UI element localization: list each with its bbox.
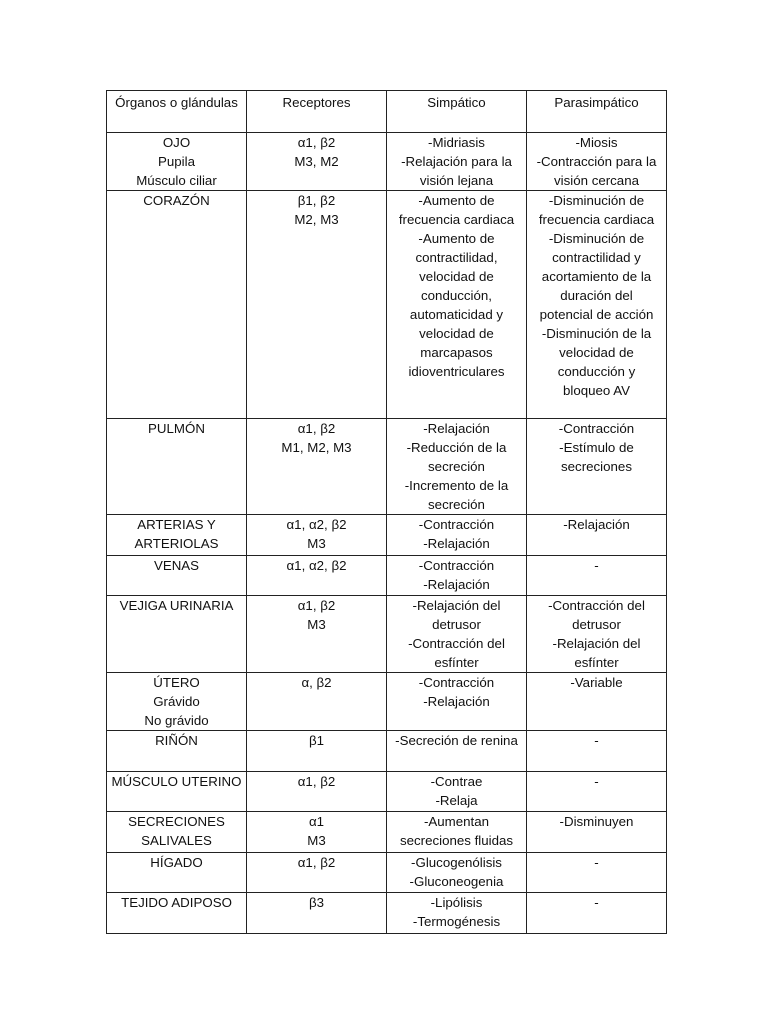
cell-line: -Variable	[570, 675, 623, 690]
parasympathetic-cell	[527, 893, 667, 934]
organ-cell	[107, 772, 247, 812]
cell-line: secreciones fluidas	[399, 833, 514, 848]
cell-line: -Contrae	[430, 774, 483, 789]
cell-line: -	[594, 774, 599, 789]
cell-line: -Contracción del	[408, 636, 505, 651]
receptors-cell	[247, 673, 387, 731]
cell-line: -Contracción	[418, 517, 495, 532]
cell-line: -Miosis	[575, 135, 618, 150]
organ-cell	[107, 133, 247, 191]
cell-line: -	[594, 895, 599, 910]
cell-line: -Relajación	[423, 421, 490, 436]
parasympathetic-cell	[527, 515, 667, 556]
organ-cell	[107, 673, 247, 731]
table-row	[107, 556, 667, 596]
cell-line: -Termogénesis	[412, 914, 501, 929]
cell-line: visión lejana	[419, 173, 494, 188]
cell-line: α1	[308, 814, 325, 829]
receptors-cell	[247, 191, 387, 419]
table-header-row	[107, 91, 667, 133]
organ-cell	[107, 515, 247, 556]
table-row	[107, 853, 667, 893]
organ-cell	[107, 191, 247, 419]
cell-line: -Relajación	[423, 694, 490, 709]
sympathetic-cell	[387, 731, 527, 772]
organ-cell	[107, 812, 247, 853]
cell-line: contractilidad y	[552, 250, 641, 265]
cell-line: RIÑÓN	[155, 733, 198, 748]
cell-line: -Contracción del	[548, 598, 645, 613]
cell-line: potencial de acción	[539, 307, 654, 322]
sympathetic-cell	[387, 191, 527, 419]
cell-line: contractilidad,	[415, 250, 498, 265]
cell-line: TEJIDO ADIPOSO	[121, 895, 232, 910]
cell-line: β1	[308, 733, 325, 748]
sympathetic-cell	[387, 772, 527, 812]
table-row	[107, 191, 667, 419]
cell-line: -	[594, 558, 599, 573]
cell-line: M3	[307, 617, 326, 632]
cell-line: OJO	[162, 135, 191, 150]
receptors-cell	[247, 812, 387, 853]
cell-line: -Relajación	[423, 577, 490, 592]
cell-line: -Contracción	[418, 558, 495, 573]
cell-line: -Relajación	[423, 536, 490, 551]
cell-line: secreción	[428, 459, 485, 474]
cell-line: -Contracción	[558, 421, 635, 436]
sympathetic-cell	[387, 812, 527, 853]
cell-line: VENAS	[153, 558, 200, 573]
cell-line: PULMÓN	[148, 421, 205, 436]
organ-cell	[107, 853, 247, 893]
cell-line: SALIVALES	[141, 833, 212, 848]
cell-line: -Relaja	[435, 793, 478, 808]
parasympathetic-cell	[527, 596, 667, 673]
cell-line: frecuencia cardiaca	[538, 212, 655, 227]
receptors-cell	[247, 556, 387, 596]
cell-line: α1, α2, β2	[286, 517, 347, 532]
cell-line: acortamiento de la	[541, 269, 652, 284]
sympathetic-cell	[387, 515, 527, 556]
cell-line: -Disminución de	[548, 231, 645, 246]
receptors-cell	[247, 515, 387, 556]
cell-line: -Aumento de	[418, 193, 495, 208]
autonomic-receptors-table	[106, 90, 667, 934]
organ-cell	[107, 596, 247, 673]
cell-line: ÚTERO	[153, 675, 200, 690]
parasympathetic-cell	[527, 853, 667, 893]
table-row	[107, 419, 667, 515]
parasympathetic-cell	[527, 191, 667, 419]
cell-line: α1, β2	[297, 855, 336, 870]
cell-line: CORAZÓN	[143, 193, 210, 208]
cell-line: β1, β2	[297, 193, 336, 208]
sympathetic-cell	[387, 596, 527, 673]
table-row	[107, 893, 667, 934]
cell-line: marcapasos	[420, 345, 493, 360]
cell-line: -Contracción para la	[536, 154, 657, 169]
cell-line: Pupila	[158, 154, 195, 169]
cell-line: α1, β2	[297, 598, 336, 613]
cell-line: α1, β2	[297, 774, 336, 789]
cell-line: M2, M3	[294, 212, 339, 227]
cell-line: -Aumentan	[423, 814, 490, 829]
cell-line: conducción y	[557, 364, 636, 379]
cell-line: -Relajación del	[552, 636, 641, 651]
cell-line: -Contracción	[418, 675, 495, 690]
cell-line: HÍGADO	[150, 855, 203, 870]
cell-line: duración del	[560, 288, 633, 303]
parasympathetic-cell	[527, 772, 667, 812]
cell-line: -Relajación para la	[401, 154, 512, 169]
cell-line: -Lipólisis	[430, 895, 483, 910]
organ-cell	[107, 893, 247, 934]
cell-line: -Reducción de la	[406, 440, 507, 455]
parasympathetic-cell	[527, 812, 667, 853]
cell-line: β3	[308, 895, 325, 910]
receptors-cell	[247, 596, 387, 673]
cell-line: velocidad de	[559, 345, 634, 360]
cell-line: -	[594, 855, 599, 870]
cell-line: Músculo ciliar	[136, 173, 217, 188]
cell-line: -Aumento de	[418, 231, 495, 246]
cell-line: MÚSCULO UTERINO	[111, 774, 242, 789]
cell-line: velocidad de	[419, 269, 494, 284]
cell-line: α1, β2	[297, 135, 336, 150]
cell-line: secreción	[428, 497, 485, 512]
cell-line: -	[594, 733, 599, 748]
cell-line: α, β2	[301, 675, 332, 690]
parasympathetic-cell	[527, 673, 667, 731]
cell-line: ARTERIAS Y	[137, 517, 216, 532]
table-row	[107, 772, 667, 812]
cell-line: esfínter	[574, 655, 619, 670]
sympathetic-cell	[387, 853, 527, 893]
receptors-cell	[247, 853, 387, 893]
cell-line: SECRECIONES	[128, 814, 225, 829]
parasympathetic-cell	[527, 133, 667, 191]
sympathetic-cell	[387, 133, 527, 191]
receptors-cell	[247, 772, 387, 812]
cell-line: frecuencia cardiaca	[398, 212, 515, 227]
cell-line: M3	[307, 536, 326, 551]
cell-line: -Midriasis	[428, 135, 485, 150]
header-organs: Órganos o glándulas	[107, 91, 247, 133]
cell-line: ARTERIOLAS	[134, 536, 219, 551]
parasympathetic-cell	[527, 419, 667, 515]
cell-line: bloqueo AV	[562, 383, 631, 398]
cell-line: detrusor	[572, 617, 621, 632]
cell-line: Grávido	[153, 694, 200, 709]
table-row	[107, 515, 667, 556]
cell-line: -Disminución de	[548, 193, 645, 208]
cell-line: α1, β2	[297, 421, 336, 436]
receptors-cell	[247, 893, 387, 934]
cell-line: secreciones	[561, 459, 632, 474]
cell-line: M1, M2, M3	[281, 440, 352, 455]
cell-line: visión cercana	[554, 173, 639, 188]
table-row	[107, 673, 667, 731]
cell-line: automaticidad y	[409, 307, 504, 322]
cell-line: -Gluconeogenia	[409, 874, 504, 889]
organ-cell	[107, 731, 247, 772]
header-parasympathetic: Parasimpático	[527, 91, 667, 133]
cell-line: velocidad de	[419, 326, 494, 341]
receptors-cell	[247, 419, 387, 515]
cell-line: -Disminuyen	[559, 814, 634, 829]
table-row	[107, 731, 667, 772]
header-receptors: Receptores	[247, 91, 387, 133]
cell-line: conducción,	[421, 288, 492, 303]
cell-line: idioventriculares	[408, 364, 505, 379]
cell-line: No grávido	[144, 713, 209, 728]
table-row	[107, 133, 667, 191]
sympathetic-cell	[387, 419, 527, 515]
organ-cell	[107, 556, 247, 596]
cell-line: -Relajación del	[412, 598, 501, 613]
cell-line: M3, M2	[294, 154, 339, 169]
parasympathetic-cell	[527, 731, 667, 772]
table-row	[107, 812, 667, 853]
sympathetic-cell	[387, 673, 527, 731]
cell-line: α1, α2, β2	[286, 558, 347, 573]
receptors-cell	[247, 133, 387, 191]
sympathetic-cell	[387, 556, 527, 596]
cell-line: -Estímulo de	[559, 440, 634, 455]
sympathetic-cell	[387, 893, 527, 934]
cell-line: -Glucogenólisis	[411, 855, 502, 870]
cell-line: VEJIGA URINARIA	[119, 598, 234, 613]
cell-line: detrusor	[432, 617, 481, 632]
header-sympathetic: Simpático	[387, 91, 527, 133]
cell-line: M3	[307, 833, 326, 848]
table-row	[107, 596, 667, 673]
cell-line: -Secreción de renina	[395, 733, 518, 748]
cell-line: -Disminución de la	[541, 326, 652, 341]
parasympathetic-cell	[527, 556, 667, 596]
cell-line: -Relajación	[563, 517, 630, 532]
cell-line: -Incremento de la	[404, 478, 509, 493]
cell-line: esfínter	[434, 655, 479, 670]
organ-cell	[107, 419, 247, 515]
receptors-cell	[247, 731, 387, 772]
